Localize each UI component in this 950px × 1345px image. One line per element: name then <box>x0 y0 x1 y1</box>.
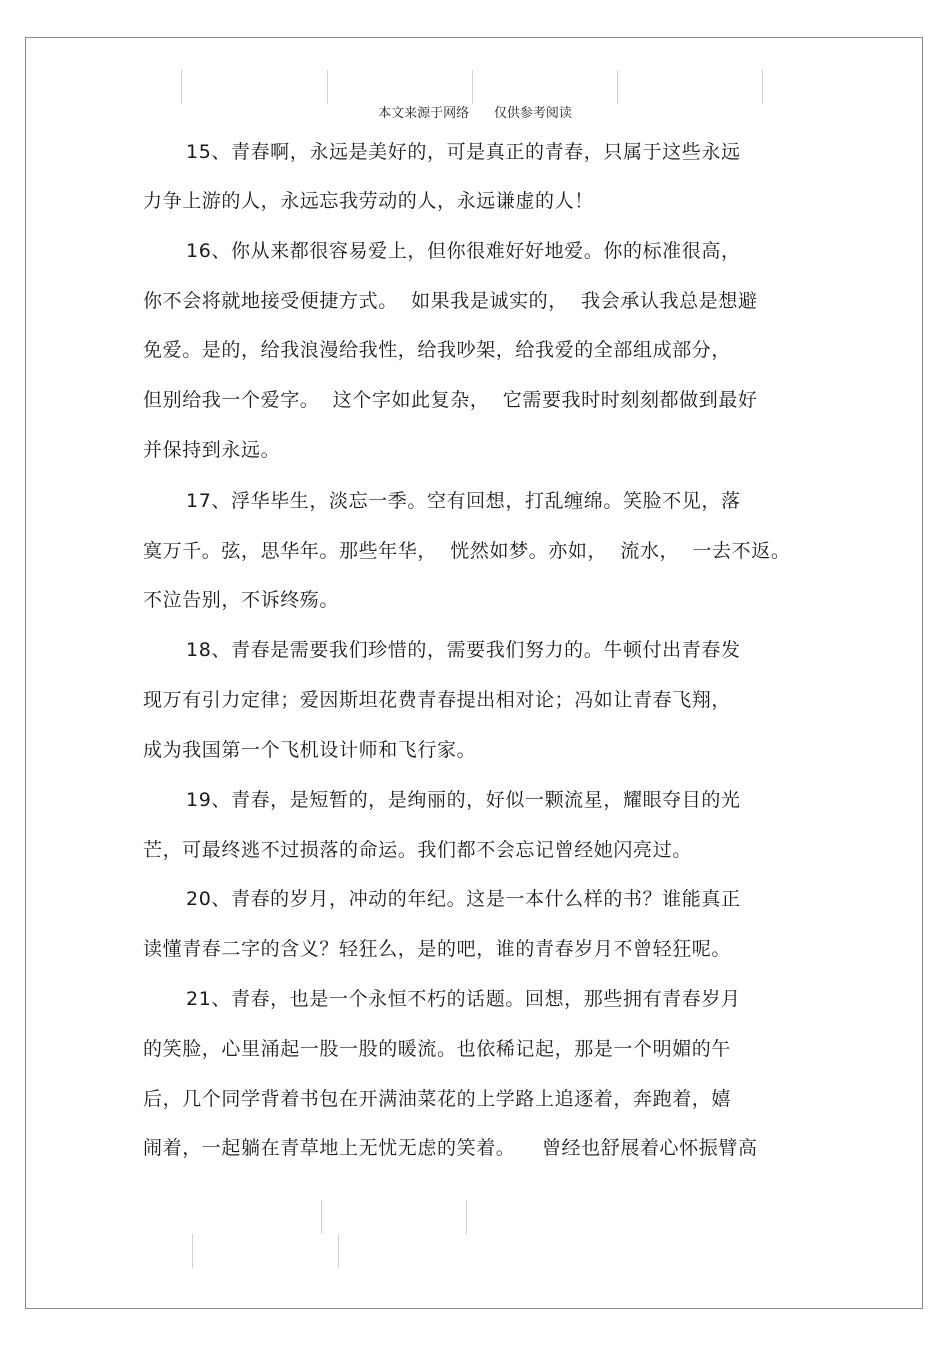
paragraph-20-line: 读懂青春二字的含义？轻狂么，是的吧，谁的青春岁月不曾轻狂呢。 <box>143 938 732 960</box>
paragraph-15-line: 15、青春啊，永远是美好的，可是真正的青春，只属于这些永远 <box>186 141 741 163</box>
paragraph-16-line: 并保持到永远。 <box>143 439 281 461</box>
paragraph-16-line: 免爱。是的，给我浪漫给我性，给我吵架，给我爱的全部组成部分， <box>143 339 732 361</box>
paragraph-17-line: 寞万千。弦，思华年。那些年华， 恍然如梦。亦如， 流水， 一去不返。 <box>143 540 791 562</box>
bottom-divider-mark <box>338 1234 339 1268</box>
page-header-note: 本文来源于网络 仅供参考阅读 <box>378 106 572 121</box>
bottom-divider-mark <box>192 1234 193 1268</box>
paragraph-15-line: 力争上游的人，永远忘我劳动的人，永远谦虚的人！ <box>143 190 594 212</box>
paragraph-19-line: 19、青春，是短暂的，是绚丽的，好似一颗流星，耀眼夺目的光 <box>186 789 741 811</box>
bottom-divider-mark <box>466 1200 467 1234</box>
paragraph-21-line: 后，几个同学背着书包在开满油菜花的上学路上追逐着，奔跑着，嬉 <box>143 1088 732 1110</box>
paragraph-16-line: 但别给我一个爱字。 这个字如此复杂， 它需要我时时刻刻都做到最好 <box>143 389 758 411</box>
paragraph-21-line: 21、青春，也是一个永恒不朽的话题。回想，那些拥有青春岁月 <box>186 988 741 1010</box>
paragraph-17-line: 不泣告别，不诉终殇。 <box>143 589 340 611</box>
document-page <box>25 37 923 1309</box>
paragraph-21-line: 闹着，一起躺在青草地上无忧无虑的笑着。 曾经也舒展着心怀振臂高 <box>143 1137 758 1159</box>
paragraph-21-line: 的笑脸，心里涌起一股一股的暖流。也依稀记起，那是一个明媚的午 <box>143 1038 732 1060</box>
paragraph-17-line: 17、浮华毕生，淡忘一季。空有回想，打乱缠绵。笑脸不见，落 <box>186 490 741 512</box>
top-divider-mark <box>617 70 618 104</box>
paragraph-19-line: 芒，可最终逃不过损落的命运。我们都不会忘记曾经她闪亮过。 <box>143 839 692 861</box>
bottom-divider-mark <box>321 1200 322 1234</box>
paragraph-18-line: 现万有引力定律；爱因斯坦花费青春提出相对论；冯如让青春飞翔， <box>143 689 732 711</box>
paragraph-20-line: 20、青春的岁月，冲动的年纪。这是一本什么样的书？谁能真正 <box>186 888 741 910</box>
top-divider-mark <box>472 70 473 104</box>
paragraph-16-line: 16、你从来都很容易爱上，但你很难好好地爱。你的标准很高， <box>186 240 741 262</box>
top-divider-mark <box>181 70 182 104</box>
top-divider-mark <box>762 70 763 104</box>
paragraph-18-line: 18、青春是需要我们珍惜的，需要我们努力的。牛顿付出青春发 <box>186 639 741 661</box>
paragraph-18-line: 成为我国第一个飞机设计师和飞行家。 <box>143 739 477 761</box>
paragraph-16-line: 你不会将就地接受便捷方式。 如果我是诚实的， 我会承认我总是想避 <box>143 290 758 312</box>
top-divider-mark <box>327 70 328 104</box>
